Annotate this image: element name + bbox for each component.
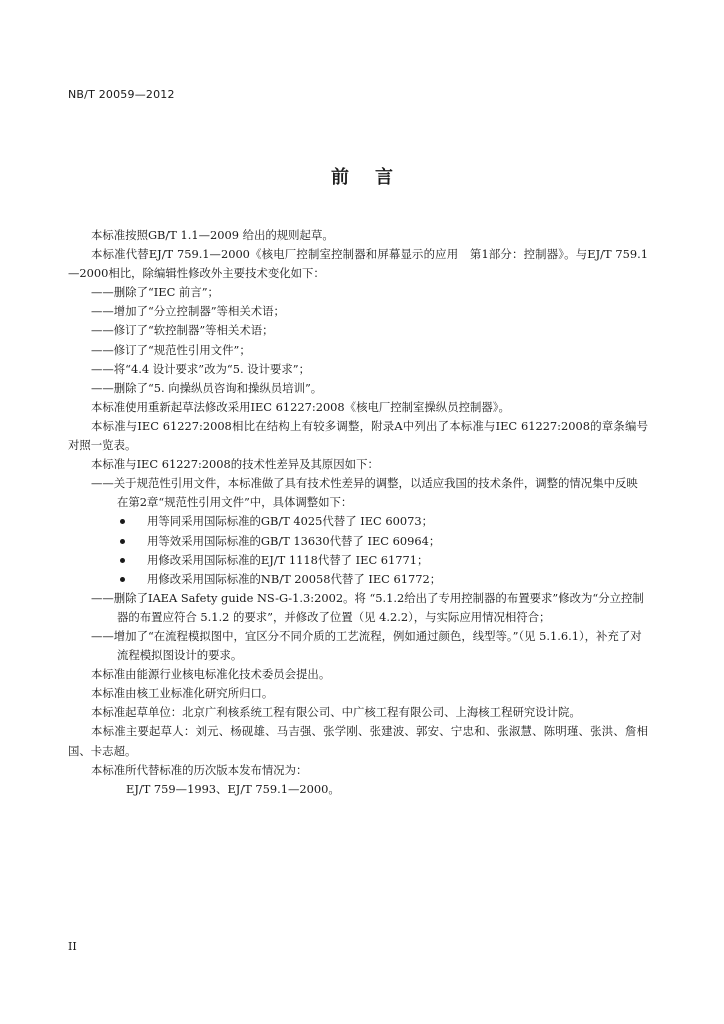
difference-item-3: ——增加了“在流程模拟图中，宜区分不同介质的工艺流程，例如通过颜色，线型等。”（见 5.1.6.1），补充了对流程模拟图设计的要求。 xyxy=(91,628,642,663)
paragraph-drafting-units: 本标准起草单位：北京广利核系统工程有限公司、中广核工程有限公司、上海核工程研究设计院。 xyxy=(91,705,581,720)
paragraph-administrator: 本标准由核工业标准化研究所归口。 xyxy=(91,686,274,701)
bullet-item-3 xyxy=(68,551,648,570)
paragraph-structure: 本标准与IEC 61227:2008相比在结构上有较多调整，附录A中列出了本标准与IEC 61227:2008的章条编号对照一览表。 xyxy=(68,418,648,453)
change-item-3: ——修订了“软控制器”等相关术语； xyxy=(91,323,274,338)
paragraph-differences: 本标准与IEC 61227:2008的技术性差异及其原因如下： xyxy=(91,457,379,472)
bullet-text: 用等同采用国际标准的GB/T 4025代替了 IEC 60073； xyxy=(147,514,433,529)
paragraph-proposer: 本标准由能源行业核电标准化技术委员会提出。 xyxy=(91,667,331,682)
bullet-dot-icon xyxy=(120,558,125,563)
change-item-5: ——将“4.4 设计要求”改为“5. 设计要求”； xyxy=(91,361,310,376)
bullet-item-4 xyxy=(68,570,648,589)
difference-item-1: ——关于规范性引用文件，本标准做了具有技术性差异的调整，以适应我国的技术条件，调整的情况集中反映在第2章“规范性引用文件”中，具体调整如下： xyxy=(91,476,638,510)
bullet-dot-icon xyxy=(120,577,125,582)
bullet-dot-icon xyxy=(120,539,125,544)
page-number: II xyxy=(68,940,77,953)
change-item-4: ——修订了“规范性引用文件”； xyxy=(91,342,251,357)
paragraph-history: 本标准所代替标准的历次版本发布情况为： xyxy=(91,762,308,777)
bullet-item-1 xyxy=(68,512,648,531)
paragraph-drafters: 本标准主要起草人：刘元、杨砚雄、马吉强、张学刚、张建波、郭安、宁忠和、张淑慧、陈明瑾、张洪、詹相国、卡志超。 xyxy=(68,724,648,758)
paragraph-adoption: 本标准使用重新起草法修改采用IEC 61227:2008《核电厂控制室操纵员控制器》。 xyxy=(91,399,510,414)
paragraph-drafting-rules: 本标准按照GB/T 1.1—2009 给出的规则起草。 xyxy=(91,228,334,242)
bullet-text: 用修改采用国际标准的EJ/T 1118代替了 IEC 61771； xyxy=(147,552,429,567)
foreword-body xyxy=(68,226,648,799)
standard-code: NB/T 20059—2012 xyxy=(68,88,175,101)
change-item-2: ——增加了“分立控制器”等相关术语； xyxy=(91,304,285,319)
bullet-item-2 xyxy=(68,532,648,551)
page-title: 前言 xyxy=(331,167,419,188)
bullet-dot-icon xyxy=(120,519,125,524)
difference-item-2: ——删除了IAEA Safety guide NS-G-1.3:2002。将 “5.1.2给出了专用控制器的布置要求”修改为“分立控制器的布置应符合 5.1.2 的要求”，并修改了位置（见 4.2.2），与实际应用情况相符合； xyxy=(91,590,644,624)
paragraph-replacement: 本标准代替EJ/T 759.1—2000《核电厂控制室控制器和屏幕显示的应用 第1部分：控制器》。与EJ/T 759.1—2000相比，除编辑性修改外主要技术变化如下： xyxy=(68,247,648,281)
bullet-text: 用等效采用国际标准的GB/T 13630代替了 IEC 60964； xyxy=(147,533,441,548)
change-item-1: ——删除了“IEC 前言”； xyxy=(91,285,219,300)
bullet-text: 用修改采用国际标准的NB/T 20058代替了 IEC 61772； xyxy=(147,571,442,586)
history-versions: EJ/T 759—1993、EJ/T 759.1—2000。 xyxy=(126,781,340,796)
change-item-6: ——删除了“5. 向操纵员咨询和操纵员培训”。 xyxy=(91,380,323,395)
